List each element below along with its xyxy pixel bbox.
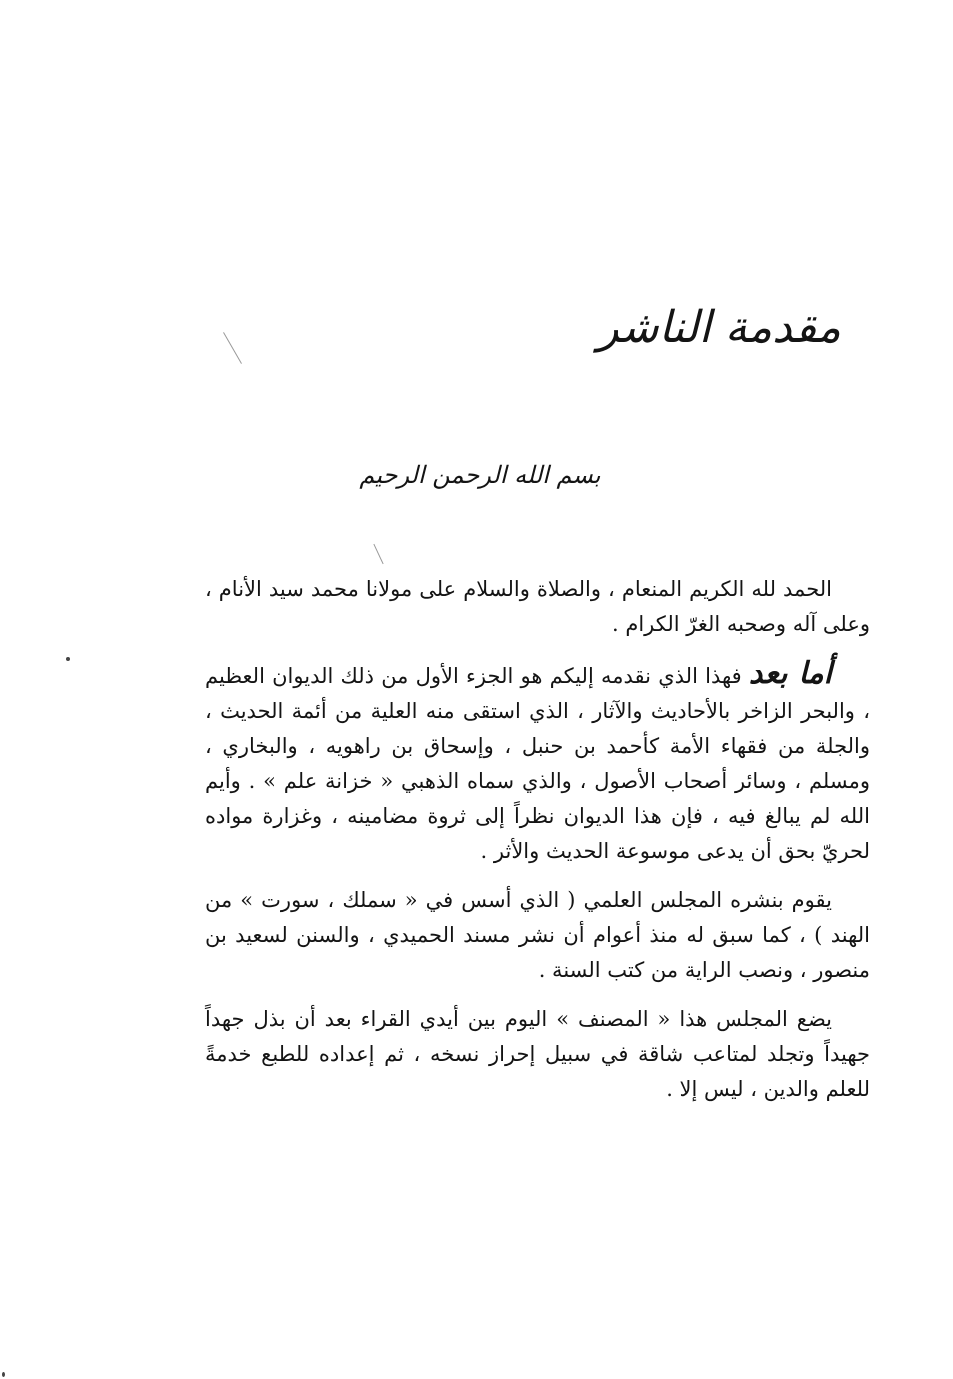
lead-phrase: أما بعد [748, 656, 832, 691]
basmala-heading: بسم الله الرحمن الرحيم [359, 461, 601, 489]
paragraph-edition [205, 1002, 870, 1107]
paragraph-text: يضع المجلس هذا « المصنف » اليوم بين أيدي القراء بعد أن بذل جهداً جهيداً وتجلد لمتاعب شاقة في سبيل إحراز نسخه ، ثم إعداده للطبع خدمةً للعلم والدين ، ليس إلا . [205, 1007, 870, 1101]
body-text [205, 572, 870, 1107]
scan-mark [223, 332, 242, 364]
scan-speck [2, 1372, 5, 1377]
scan-mark [373, 544, 383, 564]
scan-speck [66, 657, 70, 661]
paragraph-text: يقوم بنشره المجلس العلمي ( الذي أسس في « سملك ، سورت » من الهند ) ، كما سبق له منذ أعوام أن نشر مسند الحميدي ، والسنن لسعيد بن منصور ، ونصب الراية من كتب السنة . [205, 888, 870, 982]
paragraph-text: فهذا الذي نقدمه إليكم هو الجزء الأول من ذلك الديوان العظيم ، والبحر الزاخر بالأحاديث والآثار ، الذي استقى منه العلية من أئمة الحديث ، والجلة من فقهاء الأمة كأحمد بن حنبل ، وإسحاق بن راهويه ، والبخاري ، ومسلم ، وسائر أصحاب الأصول ، والذي سماه الذهبي « خزانة علم » . وأيم الله لم يبالغ فيه ، فإن هذا الديوان نظراً إلى ثروة مضامينه ، وغزارة مواده لحريّ بحق أن يدعى موسوعة الحديث والأثر . [205, 664, 870, 863]
paragraph-text: الحمد لله الكريم المنعام ، والصلاة والسلام على مولانا محمد سيد الأنام ، وعلى آله وصحبه الغرّ الكرام . [205, 577, 870, 636]
paragraph-amma-baad [205, 656, 870, 869]
page-title: مقدمة الناشر [597, 302, 841, 353]
paragraph-publisher [205, 883, 870, 988]
paragraph-opening [205, 572, 870, 642]
